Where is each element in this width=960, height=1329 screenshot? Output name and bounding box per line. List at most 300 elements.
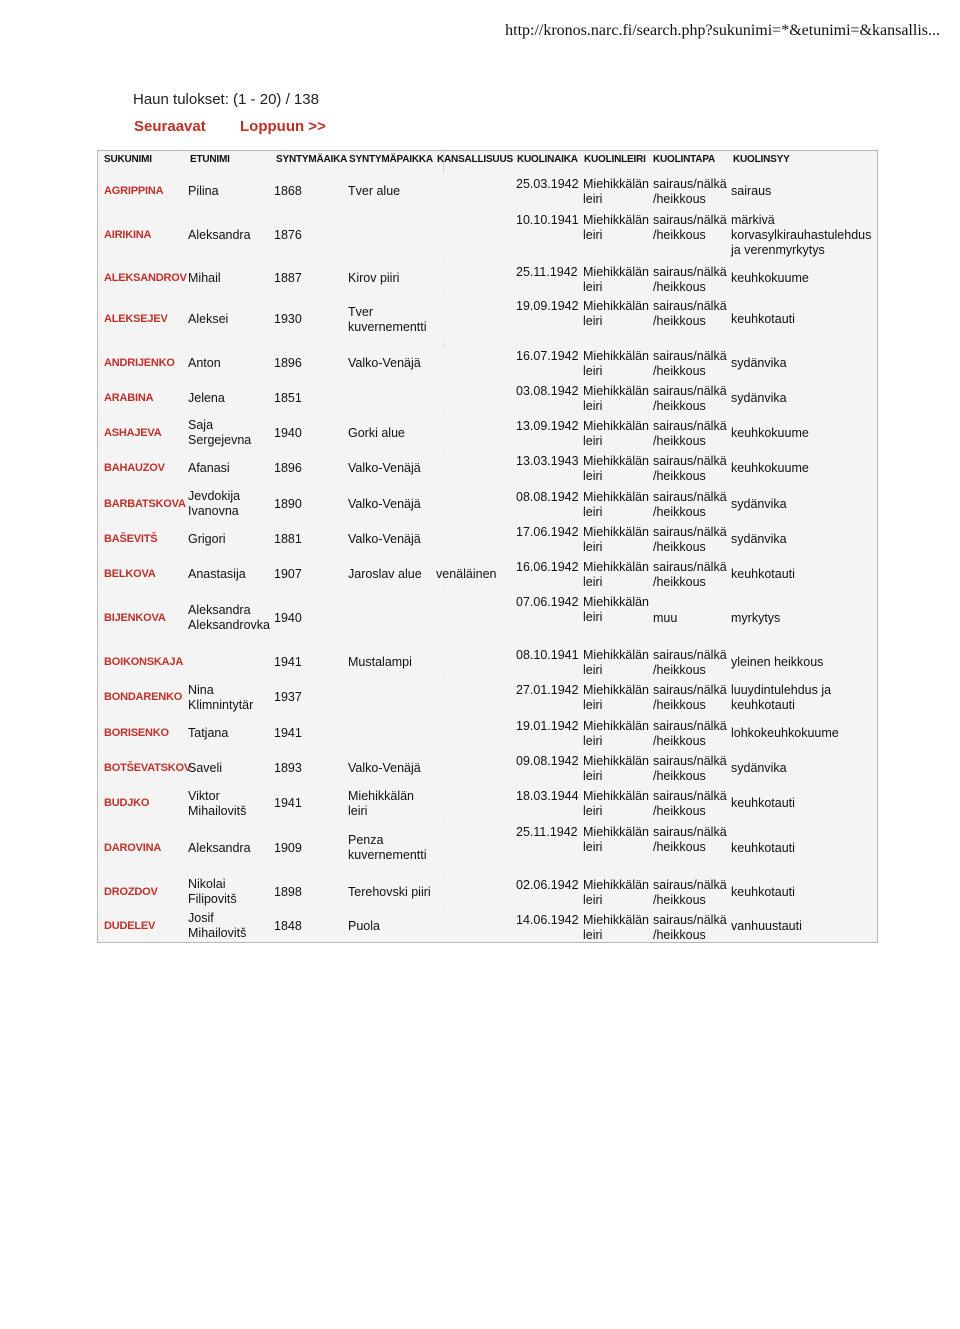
firstname-cell [188, 557, 273, 591]
cell-line: Miehikkälän [583, 177, 650, 191]
death-cause-cell [731, 910, 875, 942]
cell-line: Miehikkälän [583, 299, 650, 313]
death-method-cell [653, 416, 729, 453]
surname-cell: BIJENKOVA [104, 611, 166, 624]
death-method-cell [653, 910, 729, 945]
nationality-cell [436, 592, 516, 644]
cell-line: sydänvika [731, 355, 787, 370]
cell-line: Miehikkälän [583, 525, 650, 539]
death-camp-cell [583, 487, 651, 524]
table-row [98, 210, 875, 262]
cell-line: /heikkous [653, 840, 706, 854]
cell-line: Valko-Venäjä [348, 355, 421, 370]
cell-line: leiri [583, 364, 603, 378]
cell-line: /heikkous [653, 663, 706, 677]
surname-cell: ALEKSEJEV [104, 313, 168, 325]
cell-line: /heikkous [653, 698, 706, 712]
death-date-cell: 19.09.1942 [516, 299, 579, 313]
cell-line: sairaus/nälkä [653, 525, 727, 539]
death-cause-cell [731, 381, 875, 415]
birth-year-cell: 1941 [274, 654, 302, 669]
surname-cell: ANDRIJENKO [104, 356, 175, 369]
table-row [98, 174, 875, 210]
death-date-cell: 25.11.1942 [516, 825, 578, 839]
nationality-cell [436, 174, 516, 209]
cell-line: Aleksandra [188, 603, 251, 617]
nationality-cell [436, 416, 516, 450]
table-row [98, 416, 875, 451]
cell-line: Jevdokija [188, 489, 241, 503]
cell-line: Miehikkälän [583, 789, 650, 803]
header-birth-place: SYNTYMÄPAIKKA [349, 154, 433, 165]
cell-line: korvasylkirauhastulehdus [731, 228, 872, 242]
nationality-cell [436, 875, 516, 909]
birth-year-cell: 1896 [274, 355, 302, 370]
firstname-cell [188, 822, 273, 874]
death-camp-cell [583, 557, 651, 594]
cell-line: /heikkous [653, 228, 706, 242]
cell-line: /heikkous [653, 314, 706, 328]
death-cause-cell [731, 262, 875, 295]
death-date-cell: 09.08.1942 [516, 754, 579, 768]
death-method-cell [653, 680, 729, 718]
surname-cell: BAŠEVITŠ [104, 532, 158, 545]
cell-line: leiri [583, 314, 603, 328]
death-date-cell: 17.06.1942 [516, 525, 579, 539]
cell-line: keuhkotauti [731, 566, 795, 581]
death-camp-cell [583, 381, 651, 418]
cell-line: Aleksei [188, 312, 229, 326]
birth-year-cell: 1851 [274, 390, 302, 405]
birth-place-cell [348, 296, 443, 343]
surname-cell: BOIKONSKAJA [104, 655, 184, 668]
birth-year-cell: 1848 [274, 918, 302, 933]
cell-line: Valko-Venäjä [348, 531, 421, 546]
cell-line: Jelena [188, 390, 225, 405]
table-row [98, 592, 875, 645]
cell-line: sairaus/nälkä [653, 754, 727, 768]
last-page-link[interactable]: Loppuun >> [240, 118, 326, 135]
death-cause-cell [731, 822, 875, 874]
cell-line: Sergejevna [188, 433, 252, 447]
death-date-cell: 02.06.1942 [516, 878, 579, 892]
cell-line: Mustalampi [348, 654, 412, 669]
cell-line: sairaus/nälkä [653, 490, 727, 504]
cell-line: Mihailovitš [188, 803, 247, 818]
death-camp-cell [583, 875, 651, 912]
birth-place-cell [348, 716, 443, 750]
cell-line: Mihailovitš [188, 926, 247, 940]
death-method-cell [653, 381, 729, 418]
cell-line: sairaus/nälkä [653, 419, 727, 433]
surname-cell: BELKOVA [104, 567, 156, 580]
firstname-cell [188, 592, 273, 644]
firstname-cell [188, 487, 273, 521]
birth-year-cell: 1941 [274, 725, 302, 740]
cell-line: sairaus/nälkä [653, 384, 727, 398]
cell-line: leiri [583, 610, 603, 624]
firstname-cell [188, 210, 273, 261]
birth-year-cell: 1887 [274, 271, 302, 285]
cell-line: leiri [583, 734, 603, 748]
death-cause-cell [731, 522, 875, 556]
death-date-cell: 16.07.1942 [516, 349, 579, 363]
surname-cell: DAROVINA [104, 841, 162, 854]
cell-line: Puola [348, 918, 380, 933]
death-date-cell: 16.06.1942 [516, 560, 579, 574]
death-cause-cell [731, 645, 875, 679]
death-camp-cell [583, 451, 651, 489]
cell-line: sydänvika [731, 531, 787, 546]
birth-year-cell: 1868 [274, 184, 302, 198]
cell-line: /heikkous [653, 928, 706, 942]
cell-line: Klimnintytär [188, 697, 254, 712]
birth-year-cell: 1876 [274, 228, 302, 242]
birth-place-cell [348, 416, 443, 450]
death-cause-cell [731, 416, 875, 450]
nationality-cell [436, 487, 516, 521]
cell-line: sairaus/nälkä [653, 177, 727, 191]
cell-line: ja verenmyrkytys [731, 243, 825, 257]
cell-line: leiri [583, 505, 603, 519]
cell-line: /heikkous [653, 893, 706, 907]
death-cause-cell [731, 174, 875, 209]
cell-line: Miehikkälän [583, 265, 650, 279]
cell-line: Anton [188, 355, 221, 370]
death-date-cell: 08.10.1941 [516, 648, 579, 662]
header-birth-date: SYNTYMÄAIKA [276, 154, 348, 165]
cell-line: Miehikkälän [583, 349, 650, 363]
death-method-cell [653, 875, 729, 912]
death-camp-cell [583, 910, 651, 945]
cell-line: Nikolai [188, 877, 226, 891]
cell-line: /heikkous [653, 804, 706, 818]
cell-line: leiri [583, 280, 603, 294]
cell-line: /heikkous [653, 434, 706, 448]
firstname-cell [188, 416, 273, 450]
death-method-cell [653, 451, 729, 489]
death-date-cell: 07.06.1942 [516, 595, 579, 609]
death-camp-cell [583, 346, 651, 383]
table-row [98, 910, 875, 943]
cell-line: Miehikkälän [583, 648, 650, 662]
cell-line: sairaus/nälkä [653, 349, 727, 363]
death-method-cell [653, 751, 729, 788]
cell-line: keuhkokuume [731, 461, 809, 475]
death-date-cell: 25.03.1942 [516, 177, 579, 191]
cell-line: kuvernementti [348, 848, 427, 862]
cell-line: myrkytys [731, 610, 781, 625]
birth-year-cell: 1907 [274, 566, 302, 581]
cell-line: Grigori [188, 531, 226, 546]
cell-line: Tatjana [188, 725, 229, 740]
nationality-cell [436, 210, 516, 261]
death-cause-cell [731, 716, 875, 750]
cell-line: leiri [583, 698, 603, 712]
death-camp-cell [583, 174, 651, 212]
cell-line: /heikkous [653, 734, 706, 748]
birth-year-cell: 1890 [274, 496, 302, 511]
death-method-cell [653, 174, 729, 212]
cell-line: sydänvika [731, 496, 787, 511]
cell-line: Miehikkälän [583, 560, 650, 574]
firstname-cell [188, 346, 273, 380]
death-cause-cell [731, 210, 875, 261]
cell-line: leiri [583, 192, 603, 206]
nationality-cell [436, 751, 516, 785]
death-date-cell: 19.01.1942 [516, 719, 579, 733]
death-cause-cell [731, 487, 875, 521]
death-camp-cell [583, 822, 651, 877]
cell-line: Saja [188, 418, 214, 432]
nationality-cell [436, 296, 516, 343]
death-cause-cell [731, 786, 875, 821]
table-row [98, 822, 875, 875]
cell-line: /heikkous [653, 469, 706, 483]
death-date-cell: 13.09.1942 [516, 419, 579, 433]
header-nationality: KANSALLISUUS [437, 154, 513, 165]
cell-line: keuhkokuume [731, 425, 809, 440]
birth-place-cell [348, 680, 443, 715]
surname-cell: AIRIKINA [104, 229, 152, 241]
cell-line: sairaus/nälkä [653, 878, 727, 892]
surname-cell: BUDJKO [104, 797, 150, 809]
cell-line: sydänvika [731, 760, 787, 775]
cell-line: Kirov piiri [348, 271, 400, 285]
firstname-cell [188, 296, 273, 343]
death-camp-cell [583, 416, 651, 453]
table-row [98, 645, 875, 680]
birth-place-cell [348, 822, 443, 874]
cell-line: luuydintulehdus ja [731, 682, 832, 697]
cell-line: Anastasija [188, 566, 246, 581]
birth-place-cell [348, 346, 443, 380]
nationality-cell [436, 786, 516, 821]
cell-line: sairaus/nälkä [653, 648, 727, 662]
death-camp-cell [583, 592, 651, 647]
firstname-cell [188, 522, 273, 556]
surname-cell: BARBATSKOVA [104, 497, 186, 510]
cell-line: keuhkotauti [731, 312, 795, 326]
cell-line: leiri [583, 928, 603, 942]
death-method-cell [653, 296, 729, 346]
death-camp-cell [583, 645, 651, 682]
death-cause-cell [731, 296, 875, 343]
table-row [98, 346, 875, 381]
nationality-cell [436, 645, 516, 679]
cell-line: Miehikkälän [583, 825, 650, 839]
death-method-cell [653, 716, 729, 753]
cell-line: /heikkous [653, 505, 706, 519]
birth-year-cell: 1930 [274, 312, 302, 326]
cell-line: leiri [583, 893, 603, 907]
cell-line: Aleksandra [188, 228, 251, 242]
firstname-cell [188, 751, 273, 785]
firstname-cell [188, 262, 273, 295]
surname-cell: ALEKSANDROV [104, 272, 187, 284]
cell-line: sydänvika [731, 390, 787, 405]
next-page-link[interactable]: Seuraavat [134, 118, 206, 135]
death-cause-cell [731, 346, 875, 380]
cell-line: Viktor [188, 788, 220, 803]
cell-line: Pilina [188, 184, 219, 198]
nationality-cell [436, 522, 516, 556]
cell-line: vanhuustauti [731, 918, 802, 933]
death-method-cell [653, 487, 729, 524]
firstname-cell [188, 910, 273, 942]
cell-line: leiri [348, 803, 368, 818]
death-cause-cell [731, 557, 875, 591]
birth-year-cell: 1893 [274, 760, 302, 775]
surname-cell: BORISENKO [104, 726, 169, 739]
cell-line: Gorki alue [348, 425, 405, 440]
cell-line: Filipovitš [188, 892, 237, 906]
cell-line: leiri [583, 469, 603, 483]
death-camp-cell [583, 522, 651, 559]
cell-line: leiri [583, 663, 603, 677]
surname-cell: DROZDOV [104, 885, 158, 898]
firstname-cell [188, 716, 273, 750]
death-method-cell [653, 522, 729, 559]
birth-year-cell: 1896 [274, 461, 302, 475]
death-camp-cell [583, 716, 651, 753]
table-row [98, 262, 875, 296]
death-cause-cell [731, 875, 875, 909]
surname-cell: AGRIPPINA [104, 185, 164, 197]
table-row [98, 680, 875, 716]
header-death-camp: KUOLINLEIRI [584, 154, 646, 165]
nationality-cell [436, 716, 516, 750]
birth-year-cell: 1937 [274, 690, 302, 704]
birth-year-cell: 1898 [274, 884, 302, 899]
death-camp-cell [583, 786, 651, 824]
cell-line: /heikkous [653, 364, 706, 378]
cell-line: leiri [583, 228, 603, 242]
header-surname: SUKUNIMI [104, 154, 152, 165]
cell-line: Valko-Venäjä [348, 461, 421, 475]
header-death-date: KUOLINAIKA [517, 154, 578, 165]
death-cause-cell [731, 680, 875, 715]
cell-line: Tver [348, 304, 373, 319]
firstname-cell [188, 381, 273, 415]
cell-line: Ivanovna [188, 504, 239, 518]
table-row [98, 522, 875, 557]
birth-place-cell [348, 210, 443, 261]
death-date-cell: 13.03.1943 [516, 454, 579, 468]
cell-line: Valko-Venäjä [348, 760, 421, 775]
surname-cell: BOTŠEVATSKOV [104, 761, 192, 774]
cell-line: sairaus/nälkä [653, 913, 727, 927]
birth-place-cell [348, 174, 443, 209]
cell-line: Miehikkälän [583, 213, 650, 227]
cell-line: leiri [583, 840, 603, 854]
death-method-cell [653, 210, 729, 264]
cell-line: leiri [583, 434, 603, 448]
death-date-cell: 25.11.1942 [516, 265, 578, 279]
cell-line: keuhkotauti [731, 884, 795, 899]
cell-line: Miehikkälän [583, 754, 650, 768]
surname-cell: BONDARENKO [104, 691, 183, 703]
death-camp-cell [583, 210, 651, 264]
cell-line: keuhkotauti [731, 796, 795, 810]
cell-line: sairaus/nälkä [653, 683, 727, 697]
table-row [98, 487, 875, 522]
cell-line: leiri [583, 804, 603, 818]
cell-line: Miehikkälän [583, 419, 650, 433]
cell-line: Josif [188, 911, 214, 925]
birth-place-cell [348, 751, 443, 785]
cell-line: leiri [583, 575, 603, 589]
table-row [98, 451, 875, 487]
nationality-cell [436, 262, 516, 295]
cell-line: sairaus [731, 184, 772, 198]
cell-line: leiri [583, 540, 603, 554]
cell-line: Miehikkälän [583, 454, 650, 468]
death-method-cell [653, 346, 729, 383]
cell-line: keuhkotauti [731, 840, 795, 855]
death-date-cell: 08.08.1942 [516, 490, 579, 504]
surname-cell: ASHAJEVA [104, 426, 162, 439]
cell-line: Terehovski piiri [348, 884, 431, 899]
birth-place-cell [348, 381, 443, 415]
cell-line: keuhkokuume [731, 271, 809, 285]
cell-line: leiri [583, 399, 603, 413]
cell-line: /heikkous [653, 280, 706, 294]
table-row [98, 716, 875, 751]
cell-line: Mihail [188, 271, 221, 285]
death-cause-cell [731, 751, 875, 785]
cell-line: Miehikkälän [583, 719, 650, 733]
cell-line: sairaus/nälkä [653, 825, 727, 839]
death-method-cell [653, 262, 729, 298]
nationality-cell [436, 910, 516, 942]
table-row [98, 875, 875, 910]
page-url: http://kronos.narc.fi/search.php?sukunimi=*&etunimi=&kansallis... [505, 22, 940, 39]
table-row [98, 751, 875, 786]
death-camp-cell [583, 680, 651, 718]
cell-line: Tver alue [348, 184, 401, 198]
cell-line: /heikkous [653, 399, 706, 413]
cell-line: sairaus/nälkä [653, 454, 727, 468]
nationality-cell [436, 680, 516, 715]
cell-line: /heikkous [653, 192, 706, 206]
header-death-cause: KUOLINSYY [733, 154, 790, 165]
death-date-cell: 18.03.1944 [516, 789, 579, 803]
cell-line: muu [653, 610, 678, 625]
cell-line: Aleksandrovka [188, 618, 270, 632]
birth-place-cell [348, 645, 443, 679]
death-camp-cell [583, 262, 651, 298]
header-firstname: ETUNIMI [190, 154, 230, 165]
birth-place-cell [348, 875, 443, 909]
birth-year-cell: 1940 [274, 610, 302, 625]
cell-line: sairaus/nälkä [653, 299, 727, 313]
death-date-cell: 14.06.1942 [516, 913, 579, 927]
cell-line: sairaus/nälkä [653, 213, 727, 227]
firstname-cell [188, 875, 273, 909]
cell-line: /heikkous [653, 575, 706, 589]
table-row [98, 381, 875, 416]
cell-line: Saveli [188, 760, 223, 775]
birth-place-cell [348, 487, 443, 521]
nationality-cell [436, 346, 516, 380]
birth-place-cell [348, 910, 443, 942]
cell-line: Afanasi [188, 461, 230, 475]
cell-line: Miehikkälän [583, 683, 650, 697]
firstname-cell [188, 645, 273, 679]
cell-line: yleinen heikkous [731, 654, 824, 669]
cell-line: sairaus/nälkä [653, 719, 727, 733]
